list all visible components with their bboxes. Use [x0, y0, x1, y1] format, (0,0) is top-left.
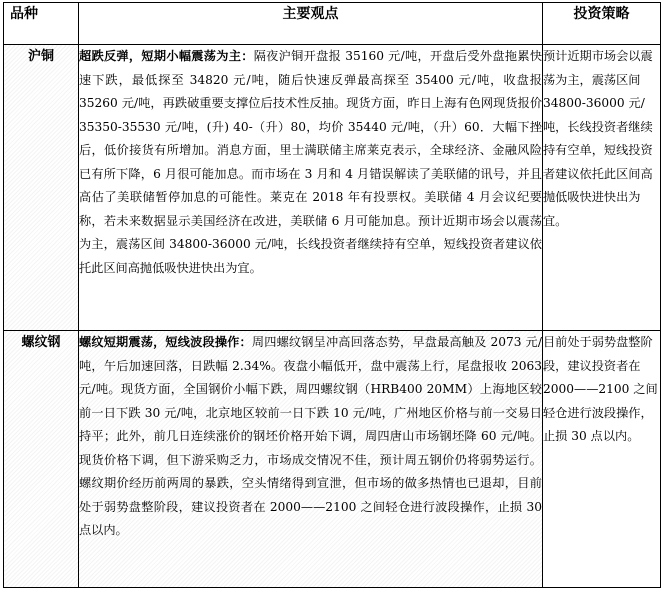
view-heading: 超跌反弹，短期小幅震荡为主：	[79, 49, 254, 63]
header-product: 品种	[4, 3, 79, 45]
view-body: 隔夜沪铜开盘报 35160 元/吨，开盘后受外盘拖累快速下跌，最低探至 34820 元/吨，随后快速反弹最高探至 35400 元/吨，收盘报 35260 元/吨，再跌破重要支撑位后技术性反抽。现货方面，昨日上海有色网现货报价 35350-35530 元/吨，(升) 40-（升）80，均价 35440 元/吨，（升）60．大幅下挫后，低价接货有所增加。消息方面，里士满联储主席莱克表示，全球经济、金融风险已有所下降，6 月很可能加息。而市场在 3 月和 4 月错误解读了美联储的讯号，并且高估了美联储暂停加息的可能性。莱克在 2018 年有投票权。美联储 4 月会议纪要称，若未来数据显示美国经济在改进，美联储 6 月可能加息。预计近期市场会以震荡为主，震荡区间 34800-36000 元/吨，长线投资者继续持有空单，短线投资者建议依托此区间高抛低吸快进快出为宜。	[79, 49, 543, 275]
view-body: 周四螺纹钢呈冲高回落态势，早盘最高触及 2073 元/吨，午后加速回落，日跌幅 2.34%。夜盘小幅低开，盘中震荡上行，尾盘报收 2063 元/吨。现货方面，全国钢价小幅下跌，周四螺纹钢（HRB400 20MM）上海地区较前一日下跌 30 元/吨，北京地区较前一日下跌 10 元/吨，广州地区价格与前一交易日持平；此外，前几日连续涨价的钢坯价格开始下调，周四唐山市场钢坯降 60 元/吨。现货价格下调，但下游采购乏力，市场成交情况不佳，预计周五钢价仍将弱势运行。螺纹期价经历前两周的暴跌，空头情绪得到宣泄，但市场的做多热情也已退却，目前处于弱势盘整阶段，建议投资者在 2000——2100 之间轻仓进行波段操作，止损 30 点以内。	[79, 335, 543, 537]
table-row	[4, 45, 661, 331]
table-header-row	[4, 3, 661, 45]
main-view-cell	[79, 331, 543, 588]
main-view-cell	[79, 45, 543, 331]
header-main-view: 主要观点	[79, 3, 543, 45]
header-strategy: 投资策略	[543, 3, 661, 45]
product-cell: 沪铜	[4, 45, 79, 331]
view-heading: 螺纹短期震荡，短线波段操作：	[79, 335, 252, 349]
product-cell: 螺纹钢	[4, 331, 79, 588]
strategy-cell: 预计近期市场会以震荡为主，震荡区间 34800-36000 元/吨，长线投资者继续持有空单，短线投资者建议依托此区间高抛低吸快进快出为宜。	[543, 45, 661, 331]
futures-report-table	[3, 2, 661, 588]
strategy-cell: 目前处于弱势盘整阶段，建议投资者在 2000——2100 之间轻仓进行波段操作，止损 30 点以内。	[543, 331, 661, 588]
table-row	[4, 331, 661, 588]
